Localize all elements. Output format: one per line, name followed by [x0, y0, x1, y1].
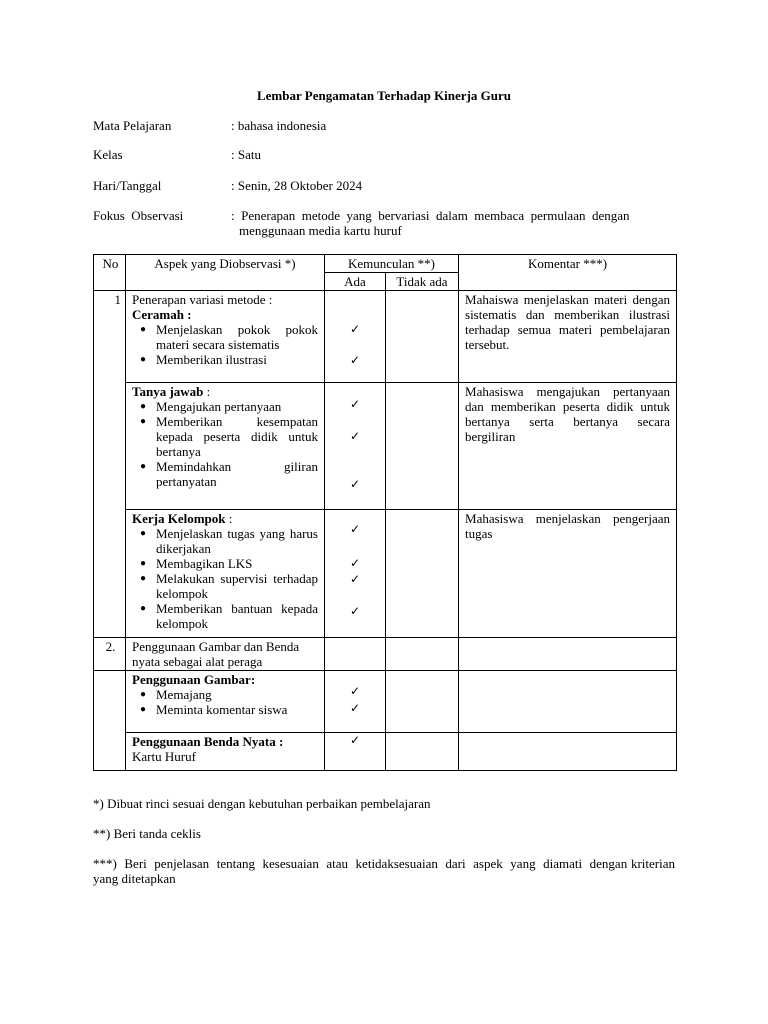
tidak-ada-cell [386, 733, 459, 771]
row-number: 2. [94, 638, 126, 671]
list-item: ● Meminta komentar siswa [140, 702, 288, 717]
checkmark-icon: ✓ [349, 522, 361, 536]
list-item: ● Menjelaskan tugas yang harus dikerjakan [140, 526, 318, 556]
header-aspect: Aspek yang Diobservasi *) [126, 255, 325, 291]
subject-label: Mata Pelajaran [93, 118, 172, 133]
list-item: ● Mengajukan pertanyaan [140, 399, 282, 414]
tidak-ada-cell [386, 671, 459, 733]
focus-label: Fokus Observasi [93, 208, 184, 223]
checkmark-icon: ✓ [349, 322, 361, 336]
tidak-ada-cell [386, 291, 459, 383]
benda-text: Kartu Huruf [132, 749, 196, 764]
ada-cell [325, 733, 386, 771]
observation-table [93, 254, 677, 771]
table-row [94, 638, 677, 671]
comment-ceramah: Mahaiswa menjelaskan materi dengan sistematis dan memberikan ilustrasi terhadap semua materi pembelajaran tersebut. [459, 291, 677, 383]
checkmark-icon: ✓ [349, 353, 361, 367]
focus-value-line1: : Penerapan metode yang bervariasi dalam membaca permulaan dengan [231, 208, 630, 223]
list-item: ● Memberikan bantuan kepada kelompok [140, 601, 318, 631]
aspect-heading-gambar: Penggunaan Gambar: [132, 672, 256, 687]
checkmark-icon: ✓ [349, 429, 361, 443]
bullet-icon: ● [140, 401, 147, 412]
list-item: ● Memajang [140, 687, 212, 702]
header-comment: Komentar ***) [459, 255, 677, 291]
table-header-row [94, 255, 677, 273]
comment-kerja: Mahasiswa menjelaskan pengerjaan tugas [459, 510, 677, 638]
header-ada: Ada [325, 273, 386, 291]
list-item: ● Memindahkan giliran pertanyatan [140, 459, 318, 489]
tidak-ada-cell [386, 638, 459, 671]
tanya-list [132, 399, 318, 489]
table-row [94, 733, 677, 771]
subject-value: : bahasa indonesia [231, 118, 327, 133]
ada-cell [325, 671, 386, 733]
checkmark-icon: ✓ [349, 397, 361, 411]
checkmark-icon: ✓ [349, 701, 361, 715]
kerja-list [132, 526, 318, 631]
bullet-icon: ● [140, 689, 147, 700]
aspect-tanya-cell: Tanya jawab : ● Mengajukan pertanyaan ● Memberikan kesempatan kepada peserta didik untuk bertanya ● Memindahkan giliran pertanyatan [126, 383, 325, 510]
aspect-media-cell: Penggunaan Gambar dan Benda nyata sebagai alat peraga [126, 638, 325, 671]
date-label: Hari/Tanggal [93, 178, 162, 193]
checkmark-icon: ✓ [349, 477, 361, 491]
checkmark-icon: ✓ [349, 556, 361, 570]
tidak-ada-cell [386, 510, 459, 638]
bullet-icon: ● [140, 603, 147, 614]
bullet-icon: ● [140, 416, 147, 427]
ada-cell [325, 638, 386, 671]
ceramah-list [132, 322, 318, 367]
bullet-icon: ● [140, 704, 147, 715]
focus-value [231, 208, 675, 238]
gambar-list [132, 687, 318, 717]
header-occurrence: Kemunculan **) [325, 255, 459, 273]
bullet-icon: ● [140, 461, 147, 472]
comment-tanya: Mahasiswa mengajukan pertanyaan dan memberikan peserta didik untuk bertanya serta bertanya secara bergiliran [459, 383, 677, 510]
bullet-icon: ● [140, 354, 147, 365]
aspect-heading-benda: Penggunaan Benda Nyata : [132, 734, 284, 749]
ada-cell [325, 383, 386, 510]
row-number-empty [94, 671, 126, 771]
tidak-ada-cell [386, 383, 459, 510]
list-item: ● Melakukan supervisi terhadap kelompok [140, 571, 318, 601]
aspect-benda-cell [126, 733, 325, 771]
table-row [94, 671, 677, 733]
list-item: ● Menjelaskan pokok pokok materi secara sistematis [140, 322, 318, 352]
table-row [94, 291, 677, 383]
table-row [94, 383, 677, 510]
checkmark-icon: ✓ [349, 684, 361, 698]
ada-cell [325, 291, 386, 383]
table-row [94, 510, 677, 638]
checkmark-icon: ✓ [349, 733, 361, 747]
comment-cell [459, 638, 677, 671]
header-no: No [94, 255, 126, 291]
row-number: 1 [94, 291, 126, 638]
aspect-intro: Penerapan variasi metode : [132, 292, 273, 307]
list-item: ● Membagikan LKS [140, 556, 253, 571]
note-comment: ***) Beri penjelasan tentang kesesuaian atau ketidaksesuaian dari aspek yang diamati dengan kriterian yang ditetapkan [93, 856, 679, 886]
aspect-ceramah-cell [126, 291, 325, 383]
comment-cell [459, 671, 677, 733]
note-checklist: **) Beri tanda ceklis [93, 826, 201, 841]
note-aspect: *) Dibuat rinci sesuai dengan kebutuhan perbaikan pembelajaran [93, 796, 431, 811]
list-item: ● Memberikan ilustrasi [140, 352, 267, 367]
aspect-heading-ceramah: Ceramah : [132, 307, 192, 322]
bullet-icon: ● [140, 324, 147, 335]
header-tidak-ada: Tidak ada [386, 273, 459, 291]
checkmark-icon: ✓ [349, 604, 361, 618]
bullet-icon: ● [140, 558, 147, 569]
class-label: Kelas [93, 147, 123, 162]
list-item: ● Memberikan kesempatan kepada peserta didik untuk bertanya [140, 414, 318, 459]
bullet-icon: ● [140, 528, 147, 539]
bullet-icon: ● [140, 573, 147, 584]
aspect-kerja-cell: Kerja Kelompok : ● Menjelaskan tugas yang harus dikerjakan ● Membagikan LKS ● Melakukan supervisi terhadap kelompok ● Memberikan bantuan kepada kelompok [126, 510, 325, 638]
aspect-heading-kerja: Kerja Kelompok [132, 511, 226, 526]
document-title: Lembar Pengamatan Terhadap Kinerja Guru [256, 88, 511, 103]
ada-cell [325, 510, 386, 638]
checkmark-icon: ✓ [349, 572, 361, 586]
aspect-gambar-cell [126, 671, 325, 733]
focus-value-line2: menggunaan media kartu huruf [239, 223, 402, 238]
date-value: : Senin, 28 Oktober 2024 [231, 178, 363, 193]
class-value: : Satu [231, 147, 261, 162]
comment-cell [459, 733, 677, 771]
aspect-heading-tanya: Tanya jawab [132, 384, 204, 399]
